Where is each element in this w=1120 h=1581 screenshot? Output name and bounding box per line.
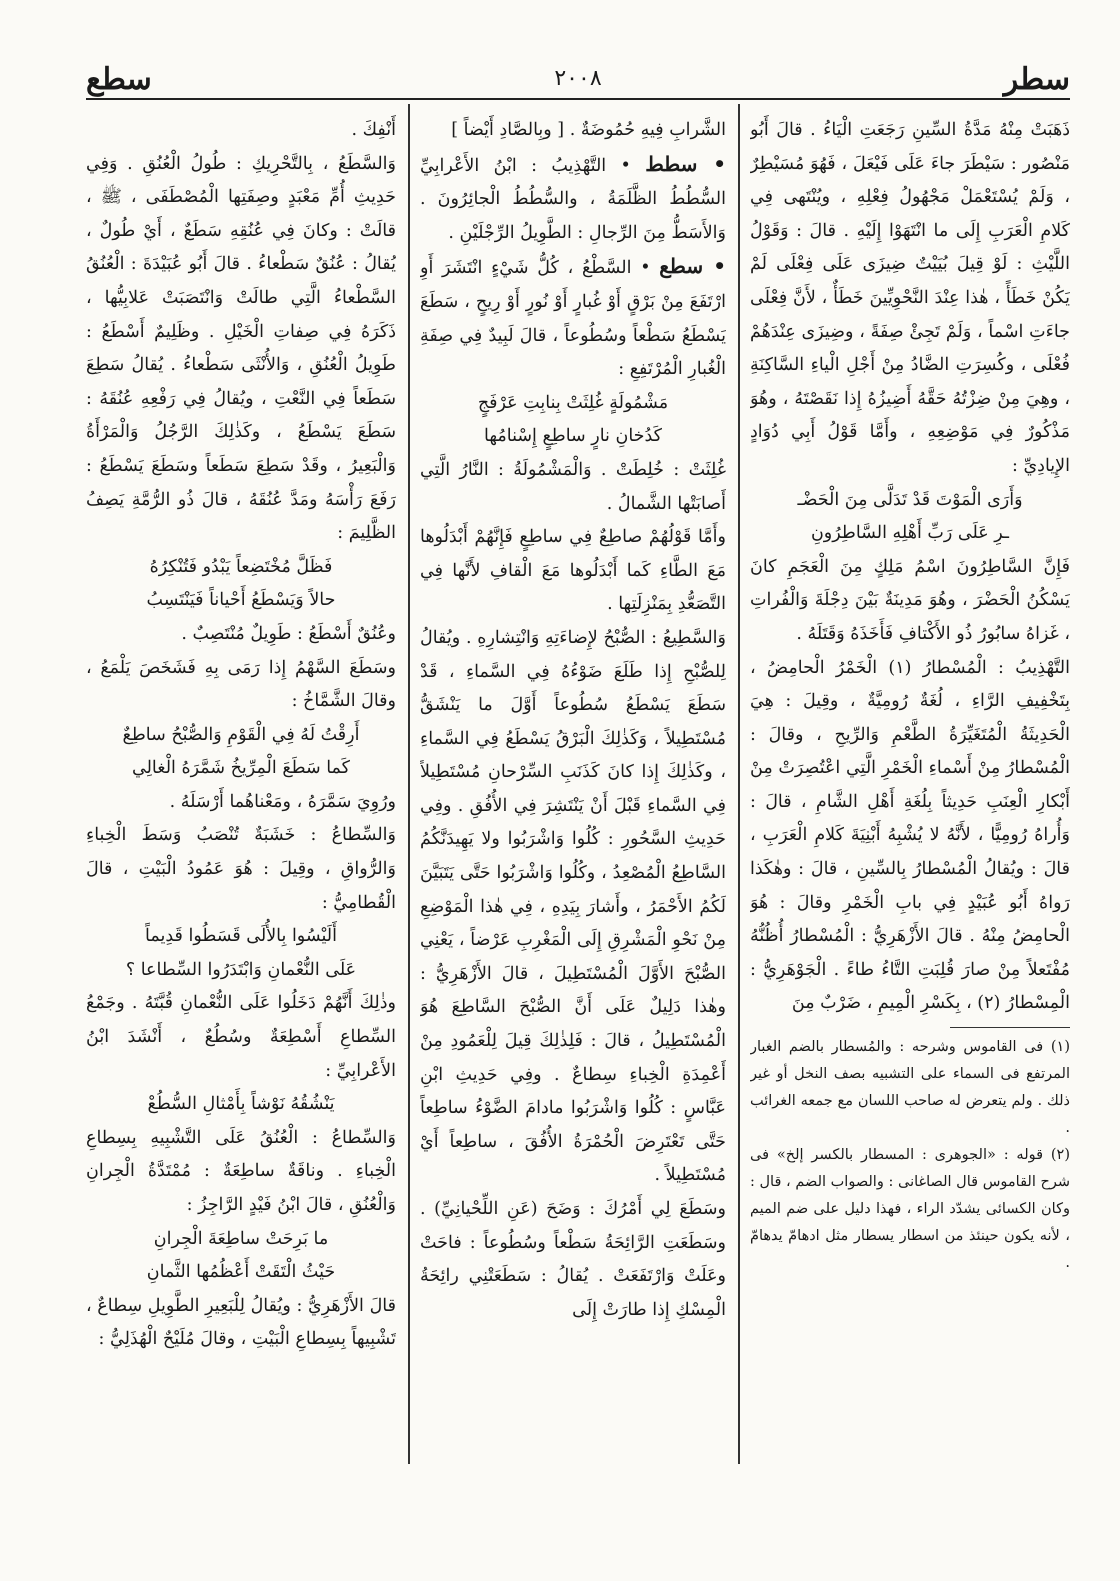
column-left [86, 114, 396, 1534]
paragraph: قالَ الأَزْهَرِيُّ : ويُقالُ لِلْبَعِيرِ الطَّوِيلِ سِطاعٌ ، تَشْبِيهاً بِسِطاعِ الْبَيْتِ ، وقالَ مُلَيْحٌ الْهُذَلِيُّ : [86, 1295, 396, 1350]
entry-text: • السَّطْعُ ، كُلُّ شَيْءٍ انْتَشَرَ أَوِ ارْتَفَعَ مِنْ بَرْقٍ أَوْ غُبارٍ أَوْ نُورٍ أَوْ رِيحٍ ، سَطَعَ يَسْطَعُ سَطْعاً وسُطُوعاً ، قالَ لَبِيدٌ فِي صِفَةِ الْغُبارِ الْمُرْتَفِعِ : [420, 258, 726, 380]
footnote-rule [950, 1027, 1070, 1028]
paragraph: وَالسِّطاعُ : الْعُنُقُ عَلَى التَّشْبِيهِ بِسِطاعِ الْخِباءِ . وناقَةٌ ساطِعَةٌ : مُمْتَدَّةُ الْجِرانِ وَالْعُنُقِ ، قالَ ابْنُ فَيْدٍ الرَّاجِزُ : [86, 1127, 396, 1215]
verse-line: كَدُخانِ نارٍ ساطِعٍ إِسْنامُها [483, 426, 662, 447]
entry-headword: • سطط [645, 151, 726, 176]
footnote-2: (٢) قوله : «الجوهرى : المسطار بالكسر إلخ» فى شرح القاموس قال الصاغانى : والصواب الضم ، قال : وكان الكسائى يشدّد الراء ، فهذا دليل على ضم الميم ، لأنه يكون حينئذ من اسطار يسطار مثل ادهامّ يدهامّ . [750, 1147, 1070, 1272]
headword-right: سطر [1003, 62, 1070, 97]
verse-line: مَشْمُولَةٍ غُلِثَتْ بِنابِتِ عَرْفَجٍ [477, 392, 669, 413]
verse-line: أَلَيْسُوا بِالأُلَى قَسَطُوا قَدِيماً [145, 926, 337, 947]
page-header [86, 58, 1070, 98]
header-rule [86, 98, 1070, 100]
paragraph: وعُنُقٌ أَسْطَعُ : طَوِيلٌ مُنْتَصِبٌ . [181, 623, 396, 644]
verse-line: حَيْثُ الْتَقَتْ أَعْظُمُها الثَّمانِ [146, 1262, 336, 1283]
paragraph: فَإِنَّ السَّاطِرُونَ اسْمُ مَلِكٍ مِنَ الْعَجَمِ كانَ يَسْكُنُ الْحَضْرَ ، وهُوَ مَدِينَةٌ بَيْنَ دِجْلَةَ وَالْفُراتِ ، غَزاهُ سابُورُ ذُو الأَكْتافِ فَأَخَذَهُ وَقَتَلَهُ . [750, 556, 1070, 644]
footnote-1: (١) فى القاموس وشرحه : والمُسطار بالضم الغبار المرتفع فى السماء على التشبيه بصف النخل أو غير ذلك . ولم يتعرض له صاحب اللسان مع جمعه الغرائب . [750, 1039, 1070, 1137]
paragraph: ورُوِيَ سَمَّرَهُ ، ومَعْناهُما أَرْسَلَهُ . [169, 791, 396, 812]
paragraph: وَالسَّطِيعُ : الصُّبْحُ لإِضاءَتِهِ وَانْتِشارِهِ . ويُقالُ لِلصُّبْحِ إِذا طَلَعَ ضَوْءُهُ فِي السَّماءِ ، قَدْ سَطَعَ يَسْطَعُ سُطُوعاً أَوَّلَ ما يَنْشَقُّ مُسْتَطِيلاً ، وَكَذٰلِكَ الْبَرْقُ يَسْطَعُ فِي السَّماءِ ، وكَذٰلِكَ إِذا كانَ كَذَنَبِ السِّرْحانِ مُسْتَطِيلاً فِي السَّماءِ قَبْلَ أَنْ يَنْتَشِرَ فِي الأُفُقِ . وفِي حَدِيثِ السَّحُورِ : كُلُوا وَاشْرَبُوا ولا يَهِيدَنَّكُمُ السَّاطِعُ الْمُصْعِدُ ، وكُلُوا وَاشْرَبُوا حَتَّى يَتَبَيَّنَ لَكُمُ الأَحْمَرُ ، وأَشارَ بِيَدِهِ ، فِي هٰذا الْمَوْضِعِ مِنْ نَحْوِ الْمَشْرِقِ إِلَى الْمَغْرِبِ عَرْضاً ، يَعْنِي الصُّبْحَ الأَوَّلَ الْمُسْتَطِيلَ ، قالَ الأَزْهَرِيُّ : وهٰذا دَلِيلٌ عَلَى أَنَّ الصُّبْحَ السَّاطِعَ هُوَ الْمُسْتَطِيلُ ، قالَ : فَلِذٰلِكَ قِيلَ لِلْعَمُودِ مِنْ أَعْمِدَةِ الْخِباءِ سِطاعٌ . وفِي حَدِيثِ ابْنِ عَبَّاسٍ : كُلُوا وَاشْرَبُوا مادامَ الضَّوْءُ ساطِعاً حَتَّى تَعْتَرِضَ الْحُمْرَةُ الأُفُقَ ، ساطِعاً أَيْ مُسْتَطِيلاً . [420, 627, 726, 1186]
entry-satat [420, 148, 726, 251]
paragraph: وسَطَعَ لِي أَمْرُكَ : وَضَحَ (عَنِ اللِّحْيانِيِّ) . وسَطَعَتِ الرَّائِحَةُ سَطْعاً وسُطُوعاً : فاحَتْ وعَلَتْ وَارْتَفَعَتْ . يُقالُ : سَطَعَتْنِي رائِحَةُ الْمِسْكِ إِذا طارَتْ إِلَى [420, 1199, 726, 1320]
verse-line: يَنْشُقُهُ نَوْشاً بِأَمْثالِ السُّطُعْ [147, 1094, 335, 1115]
paragraph: ذَهَبَتْ مِنْهُ مَدَّةُ السِّينِ رَجَعَتِ الْيَاءُ . قالَ أَبُو مَنْصُور : سَيْطَرَ جاءَ عَلَى فَيْعَلَ ، فَهُوَ مُسَيْطِرٌ ، وَلَمْ يُسْتَعْمَلْ مَجْهُولُ فِعْلِهِ ، ويُنْتَهى فِي كَلامِ الْعَرَبِ إِلَى ما انْتَهَوْا إِلَيْهِ . قالَ : وَقَوْلُ اللَّيْثِ : لَوْ قِيلَ بُيَيْتٌ ضِيزَى عَلَى فِعْلَى لَمْ يَكُنْ خَطَأً ، هٰذا عِنْدَ النَّحْوِيِّينَ خَطَأٌ ، لأَنَّ فِعْلَى جاءَتِ اسْماً ، وَلَمْ تَجِئْ صِفَةً ، وضِيزَى عِنْدَهُمْ فُعْلَى ، وكُسِرَتِ الضَّادُ مِنْ أَجْلِ الْياءِ السَّاكِنَةِ ، وهِيَ مِنْ ضِزْتُهُ حَقَّهُ أَضِيزُهُ إِذا نَقَصْتَهُ ، وهُوَ مَذْكُورٌ فِي مَوْضِعِهِ ، وأَمَّا قَوْلُ أَبِي دُوَادٍ الإِيادِيِّ : [750, 120, 1070, 476]
verse-line: أَرِقْتُ لَهُ فِي الْقَوْمِ وَالصُّبْحُ ساطِعٌ [122, 724, 360, 745]
paragraph: وأَمَّا قَوْلُهُمْ صاطِعٌ فِي ساطِعٍ فَإِنَّهُمْ أَبْدَلُوها مَعَ الطَّاءِ كَما أَبْدَلُوها مَعَ الْقافِ لأَنَّها فِي التَّصَعُّدِ بِمَنْزِلَتِها . [420, 527, 726, 615]
headword-left: سطع [86, 62, 152, 97]
verse-line: وَأَرَى الْمَوْتَ قَدْ تَدَلَّى مِنَ الْحَضْـ [797, 489, 1023, 510]
verse-line: ـرِ عَلَى رَبِّ أَهْلِهِ السَّاطِرُونِ [810, 523, 1010, 544]
verse-line: كَما سَطَعَ الْمِرِّيخُ شَمَّرَهُ الْغالِي [132, 758, 350, 779]
page-number: ٢٠٠٨ [554, 66, 602, 91]
verse-line: ما بَرِحَتْ ساطِعَةَ الْجِرانِ [153, 1228, 329, 1249]
entry-text: • التَّهْذِيبُ : ابْنُ الأَعْرابِيِّ السُّطُطُ الظَّلَمَةُ ، والسُّطُطُ الْجائِرُونَ . وَالأَسَطُّ مِنَ الرِّجالِ : الطَّوِيلُ الرِّجْلَيْنِ . [420, 155, 726, 243]
column-divider-left [408, 104, 410, 1464]
paragraph: وَالسَّطَعُ ، بِالتَّحْرِيكِ : طُولُ الْعُنُقِ . وَفِي حَدِيثِ أُمِّ مَعْبَدٍ وصِفَتِها الْمُصْطَفَى ، ﷺ ، قالَتْ : وكانَ فِي عُنُقِهِ سَطَعٌ ، أَيْ طُولٌ ، يُقالُ : عُنُقٌ سَطْعاءُ . قالَ أَبُو عُبَيْدَةَ : الْعُنُقُ السَّطْعاءُ الَّتِي طالَتْ وَانْتَصَبَتْ عَلابِيُّها ، ذَكَرَهُ فِي صِفاتِ الْخَيْلِ . وظَلِيمٌ أَسْطَعُ : طَوِيلُ الْعُنُقِ ، وَالأُنْثَى سَطْعاءُ . يُقالُ سَطِعَ سَطَعاً فِي النَّعْتِ ، ويُقالُ فِي رَفْعِهِ عُنُقَهُ : سَطَعَ يَسْطَعُ ، وكَذٰلِكَ الرَّجُلُ وَالْمَرْأَةُ وَالْبَعِيرُ ، وقَدْ سَطِعَ سَطَعاً وسَطَعَ يَسْطَعُ : رَفَعَ رَأْسَهُ ومَدَّ عُنُقَهُ ، قالَ ذُو الرُّمَّةِ يَصِفُ الظَّلِيمَ : [86, 153, 396, 544]
verse-line: فَظَلَّ مُخْتَضِعاً يَبْدُو فَتُنْكِرُهُ [149, 556, 333, 577]
paragraph: التَّهْذِيبُ : الْمُسْطارُ (١) الْخَمْرُ الْحامِضُ ، بِتَخْفِيفِ الرَّاءِ ، لُغَةٌ رُومِيَّةٌ ، وقِيلَ : هِيَ الْحَدِيثَةُ الْمُتَغَيِّرَةُ الطَّعْمِ وَالرِّيحِ ، وقالَ : الْمُسْطارُ مِنْ أَسْماءِ الْخَمْرِ الَّتِي اعْتُصِرَتْ مِنْ أَبْكارِ الْعِنَبِ حَدِيثاً بِلُغَةِ أَهْلِ الشَّامِ ، قالَ : وَأُراهُ رُومِيًّا ، لأَنَّهُ لا يُشْبِهُ أَبْنِيَةَ كَلامِ الْعَرَبِ ، قالَ : ويُقالُ الْمُسْطارُ بِالسِّينِ ، قالَ : وهٰكَذا رَواهُ أَبُو عُبَيْدٍ فِي بابِ الْخَمْرِ وقالَ : هُوَ الْحامِضُ مِنْهُ . قالَ الأَزْهَرِيُّ : الْمُسْطارُ أُظُنُّهُ مُفْتَعلاً مِنْ صارَ قُلِبَتِ التَّاءُ طاءً . الْجَوْهَرِيُّ : الْمِسْطارُ (٢) ، بِكَسْرِ الْمِيمِ ، ضَرْبٌ مِنَ [750, 657, 1070, 1014]
paragraph: أَنْفِكَ . [351, 120, 396, 140]
entry-headword: • سطع [659, 254, 726, 279]
column-middle [420, 114, 726, 1534]
paragraph: الشَّرابِ فِيهِ حُمُوضَةٌ . [ وبِالصَّادِ أَيْضاً ] [451, 120, 726, 140]
paragraph: وذٰلِكَ أَنَّهُمْ دَخَلُوا عَلَى النُّعْمانِ قُبَّتَهُ . وجَمْعُ السِّطاعِ أَسْطِعَةٌ وسُطُعٌ ، أَنْشَدَ ابْنُ الأَعْرابِيِّ : [86, 993, 396, 1081]
entry-sata [420, 250, 726, 386]
verse-line: حالاً وَيَسْطَعُ أَحْياناً فَيَنْتَسِبُ [146, 590, 336, 611]
verse-line: عَلَى النُّعْمانِ وَابْتَدَرُوا السِّطاعا ؟ [125, 959, 357, 980]
paragraph: وسَطَعَ السَّهْمُ إِذا رَمَى بِهِ فَشَخَصَ يَلْمَعُ ، وقالَ الشَّمَّاخُ : [86, 657, 396, 712]
paragraph: غُلِثَتْ : خُلِطَتْ . وَالْمَشْمُولَةُ : النَّارُ الَّتِي أَصابَتْها الشَّمالُ . [420, 459, 726, 514]
column-right [750, 114, 1070, 1534]
column-divider-right [738, 104, 740, 1464]
paragraph: وَالسِّطاعُ : خَشَبَةٌ تُنْصَبُ وَسَطَ الْخِباءِ وَالرُّواقِ ، وقِيلَ : هُوَ عَمُودُ الْبَيْتِ ، قالَ الْقُطامِيُّ : [86, 825, 396, 913]
